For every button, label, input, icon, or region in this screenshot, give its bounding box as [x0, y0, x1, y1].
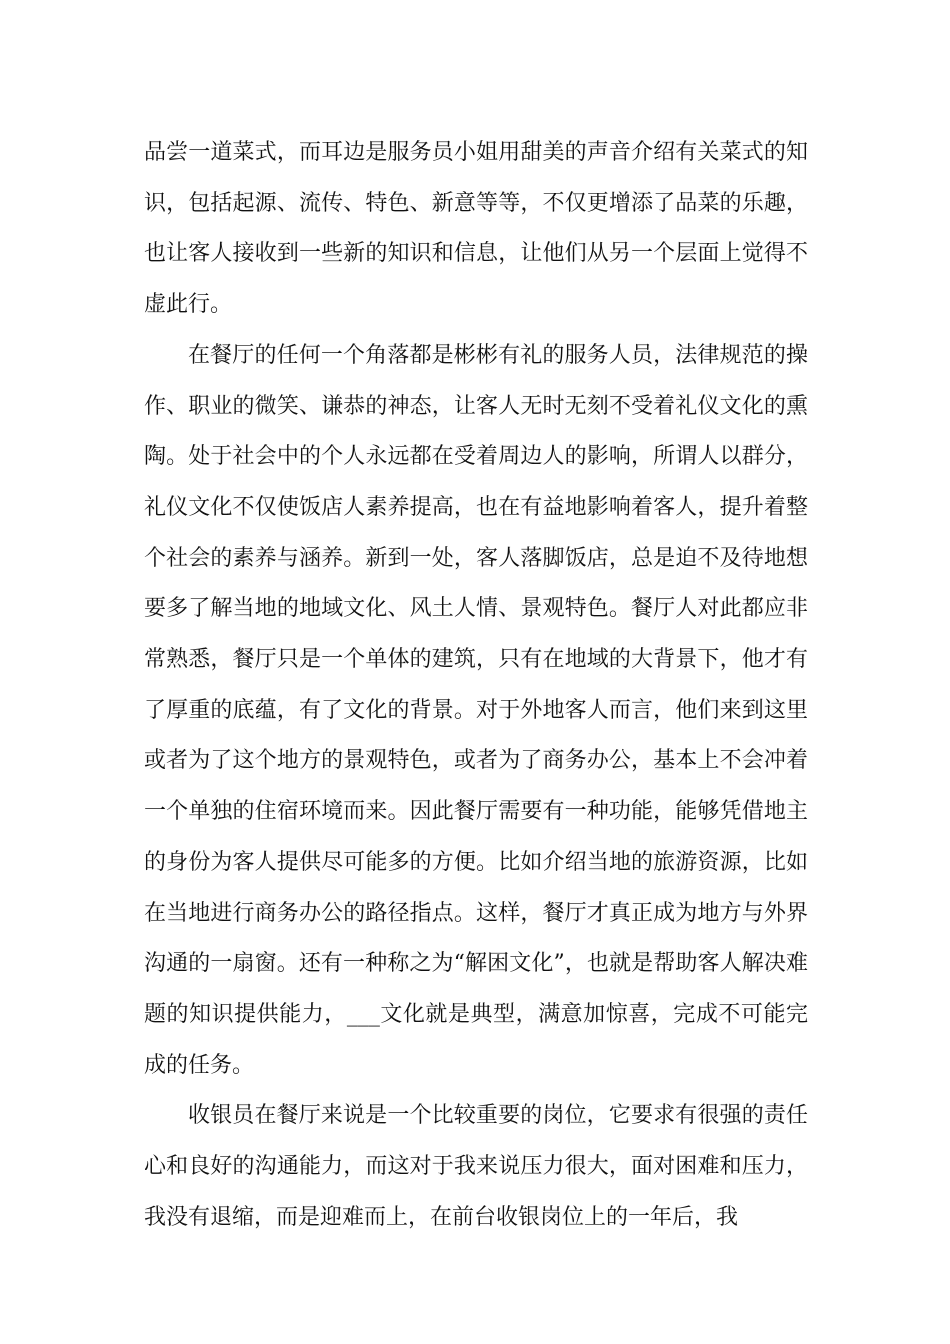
paragraph-1: 品尝一道菜式，而耳边是服务员小姐用甜美的声音介绍有关菜式的知识，包括起源、流传、特色、新意等等，不仅更增添了品菜的乐趣，也让客人接收到一些新的知识和信息，让他们从另一个层面上觉得不虚此行。: [144, 140, 808, 318]
document-body: [144, 128, 808, 1243]
paragraph-3: 收银员在餐厅来说是一个比较重要的岗位，它要求有很强的责任心和良好的沟通能力，而这对于我来说压力很大，面对困难和压力，我没有退缩，而是迎难而上，在前台收银岗位上的一年后，我: [144, 1103, 808, 1230]
paragraph-2: 在餐厅的任何一个角落都是彬彬有礼的服务人员，法律规范的操作、职业的微笑、谦恭的神态，让客人无时无刻不受着礼仪文化的熏陶。处于社会中的个人永远都在受着周边人的影响，所谓人以群分，礼仪文化不仅使饭店人素养提高，也在有益地影响着客人，提升着整个社会的素养与涵养。新到一处，客人落脚饭店，总是迫不及待地想要多了解当地的地域文化、风土人情、景观特色。餐厅人对此都应非常熟悉，餐厅只是一个单体的建筑，只有在地域的大背景下，他才有了厚重的底蕴，有了文化的背景。对于外地客人而言，他们来到这里或者为了这个地方的景观特色，或者为了商务办公，基本上不会冲着一个单独的住宿环境而来。因此餐厅需要有一种功能，能够凭借地主的身份为客人提供尽可能多的方便。比如介绍当地的旅游资源，比如在当地进行商务办公的路径指点。这样，餐厅才真正成为地方与外界沟通的一扇窗。还有一种称之为“解困文化”，也就是帮助客人解决难题的知识提供能力，___文化就是典型，满意加惊喜，完成不可能完成的任务。: [144, 342, 808, 1078]
